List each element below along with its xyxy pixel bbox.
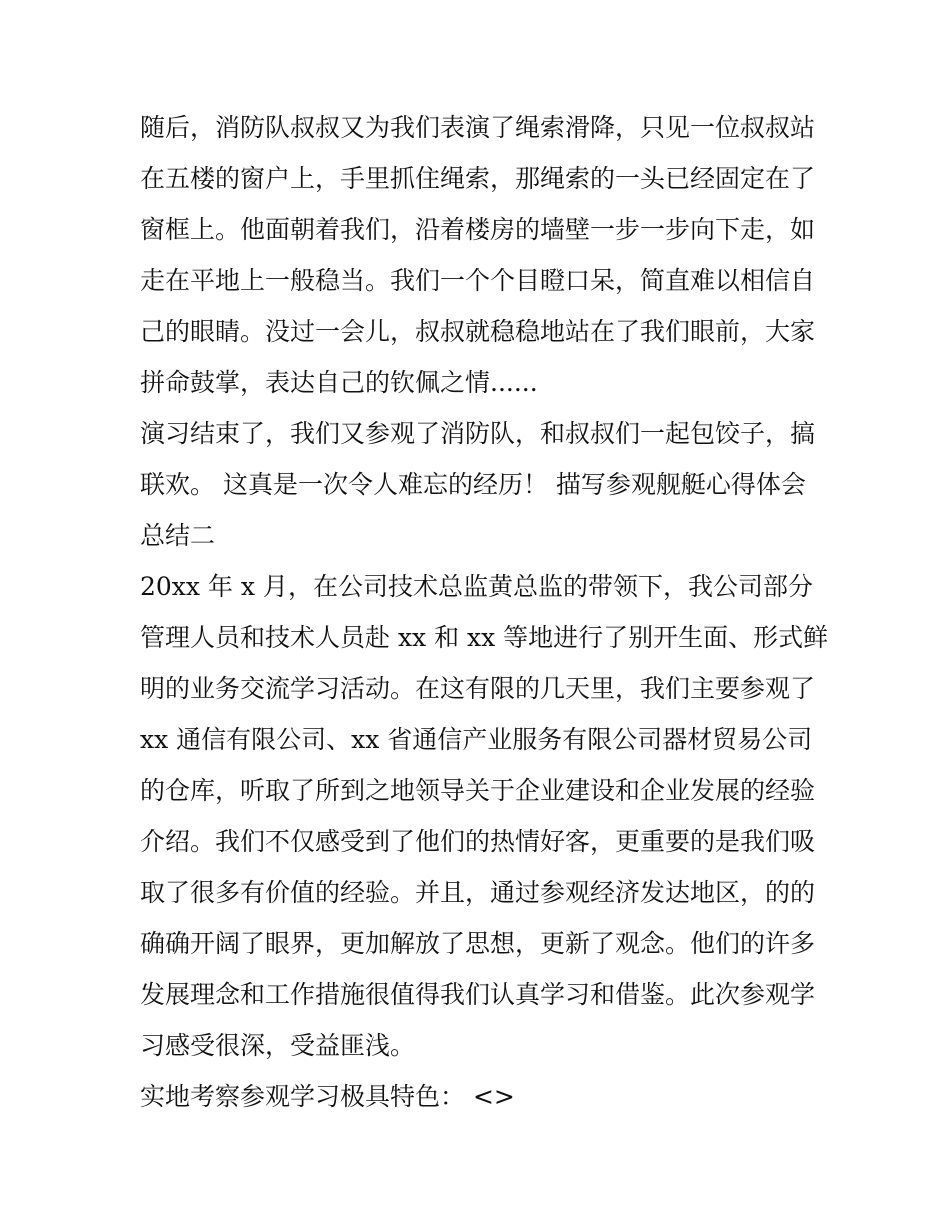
text-line: 20xx 年 x 月，在公司技术总监黄总监的带领下，我公司部分 — [140, 572, 813, 601]
text-line: 拼命鼓掌，表达自己的钦佩之情...... — [140, 368, 538, 397]
text-line: 窗框上。他面朝着我们，沿着楼房的墙壁一步一步向下走，如 — [140, 215, 816, 244]
text-line: 确确开阔了眼界，更加解放了思想，更新了观念。他们的许多 — [140, 929, 816, 958]
text-line: 管理人员和技术人员赴 xx 和 xx 等地进行了别开生面、形式鲜 — [140, 623, 829, 652]
text-line: 总结二 — [140, 521, 216, 550]
text-line: 走在平地上一般稳当。我们一个个目瞪口呆，简直难以相信自 — [140, 266, 816, 295]
text-line: 介绍。我们不仅感受到了他们的热情好客，更重要的是我们吸 — [140, 827, 816, 856]
text-line: 演习结束了，我们又参观了消防队，和叔叔们一起包饺子，搞 — [140, 419, 816, 448]
text-line: 随后，消防队叔叔又为我们表演了绳索滑降，只见一位叔叔站 — [140, 113, 816, 142]
text-line: 实地考察参观学习极具特色： <> — [140, 1082, 515, 1111]
text-line: 在五楼的窗户上，手里抓住绳索，那绳索的一头已经固定在了 — [140, 164, 816, 193]
text-line: 的仓库，听取了所到之地领导关于企业建设和企业发展的经验 — [140, 776, 816, 805]
text-line: 联欢。 这真是一次令人难忘的经历！ 描写参观舰艇心得体会 — [140, 470, 806, 499]
text-line: 己的眼睛。没过一会儿，叔叔就稳稳地站在了我们眼前，大家 — [140, 317, 816, 346]
text-line: 习感受很深，受益匪浅。 — [140, 1031, 416, 1060]
text-line: 取了很多有价值的经验。并且，通过参观经济发达地区，的的 — [140, 878, 816, 907]
text-line: 发展理念和工作措施很值得我们认真学习和借鉴。此次参观学 — [140, 980, 816, 1009]
text-line: 明的业务交流学习活动。在这有限的几天里，我们主要参观了 — [140, 674, 816, 703]
text-line: xx 通信有限公司、xx 省通信产业服务有限公司器材贸易公司 — [140, 725, 813, 754]
